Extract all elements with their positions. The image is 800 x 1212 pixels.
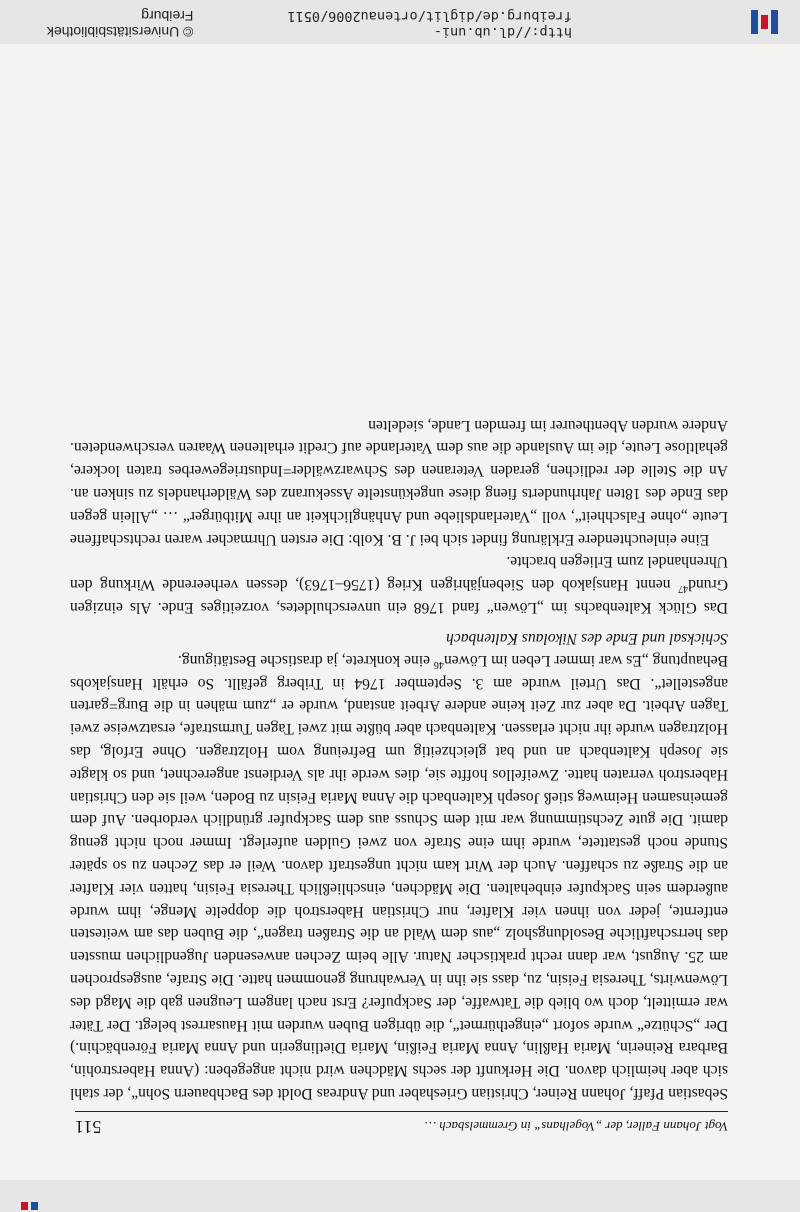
university-logo-icon	[751, 10, 778, 34]
paragraph-2: Das Glück Kaltenbachs im „Löwen“ fand 1768 ein unverschuldetes, vorzeitiges Ende. Als einzigen Grund$^{47}$ nennt Hansjakob den Siebenjährigen Krieg (1756–1763), dessen verheerende Wirkung den Uhrenhandel zum Erliegen brachte.	[70, 553, 728, 617]
footnote-ref-46[interactable]: 46	[433, 659, 444, 671]
paragraph-1: Sebastian Pfaff, Johann Reiner, Christian Grieshaber und Andreas Doldt des Bachbauern Sohn“, der stahl sich aber heimlich davon. Die Herkunft der sechs Mädchen wird nicht angegeben: (Anna Haberstrohin, Barbara Reinerin, Maria Haßlin, Anna Maria Feißin, Maria Dietlingerin und Anna Maria Förenbächin.) Der „Schütze“ wurde sofort „eingethürmet“, die übrigen Buben wurden mit Hausarrest belegt. Der Täter war ermittelt, doch wo blieb die Tatwaffe, der Sackpufer? Erst nach langem Leugnen gab die Magd des Löwenwirts, Theresia Feisin, zu, dass sie ihn in Verwahrung genommen hatte. Die Strafe, ausgesprochen am 25. August, war dann recht praktischer Natur. Alle beim Zechen anwesenden Jugendlichen mussten das herrschaftliche Besoldungsholz „aus dem Wald an die Straßen tragen“, die Buben das am weitesten entfernte, jeder von ihnen vier Klafter, nur Christian Haberstroh die doppelte Menge, ihm wurde außerdem sein Sackpufer einbehalten. Die Mädchen, einschließlich Theresia Feisin, hatten vier Klafter an die Straße zu schaffen. Auch der Wirt kam nicht ungestraft davon. Weil er das Zechen zu so später Stunde noch gestattete, wurde ihm eine Strafe von zwei Gulden auferlegt. Immer noch nicht genug damit. Die gute Zechstimmung war mit dem Schuss aus dem Sackpufer gründlich verdorben. Auf dem gemeinsamen Heimweg stieß Joseph Kaltenbach die Anna Maria Feisin zu Boden, weil sie den Christian Haberstroh verraten hatte. Zweifellos hoffte sie, dies werde ihr als Verdienst angerechnet, und so klagte sie Joseph Kaltenbach an und bat gleichzeitig um Befreiung vom Holztragen. Ohne Erfolg, das Holztragen wurde ihr nicht erlassen. Kaltenbach aber büßte mit zwei Tagen Turmstrafe, ersatzweise zwei Tagen Arbeit. Da aber zur Zeit keine andere Arbeit anstand, wurde er „zum mähen in die Burg=garten angestellet“. Das Urteil wurde am 3. September 1764 in Triberg gefällt. So erhält Hansjakobs Behauptung „Es war immer Leben im Löwen$^{46}$ eine konkrete, ja drastische Bestätigung.	[70, 651, 728, 1102]
section-title: Schicksal und Ende des Nikolaus Kaltenbach	[446, 629, 728, 647]
footer-credit: © Universitätsbibliothek Freiburg	[46, 8, 194, 40]
university-logo-top-icon	[21, 1202, 38, 1210]
page-number: 511	[75, 1117, 102, 1137]
running-header	[75, 1111, 728, 1146]
running-head-title: Vogt Johann Faller, der „Vogelhans“ in Gremmelsbach …	[424, 1119, 728, 1134]
footnote-ref-47[interactable]: 47	[678, 583, 689, 595]
page-footer	[12, 10, 572, 38]
paragraph-3: Eine einleuchtendere Erklärung findet sich bei J. B. Kolb: Die ersten Uhrmacher waren rechtschaffene Leute „ohne Falschheit“, voll „Vaterlandsliebe und Anhänglichkeit an ihre Mitbürger“ … „Allein gegen das Ende des 18ten Jahrhunderts fieng diese ungekünstelte Assekuranz des Wälderhandels zu sinken an. An die Stelle der redlichen, geraden Veteranen des Schwarzwälder=Industriegewerbes traten lockere, gehaltlose Leute, die im Auslande die aus dem Vaterlande auf Credit erhaltenen Waaren verschwendeten. Andere wurden Abentheurer im fremden Lande, siedelten	[70, 416, 728, 548]
article-body	[70, 413, 728, 1104]
paragraph-1-closing: in Triberg gefällt. So erhält Hansjakobs Behauptung „Es war immer Leben	[70, 651, 728, 692]
footer-url[interactable]: http://dl.ub.uni-freiburg.de/diglit/ortenau2006/0511	[287, 8, 572, 40]
